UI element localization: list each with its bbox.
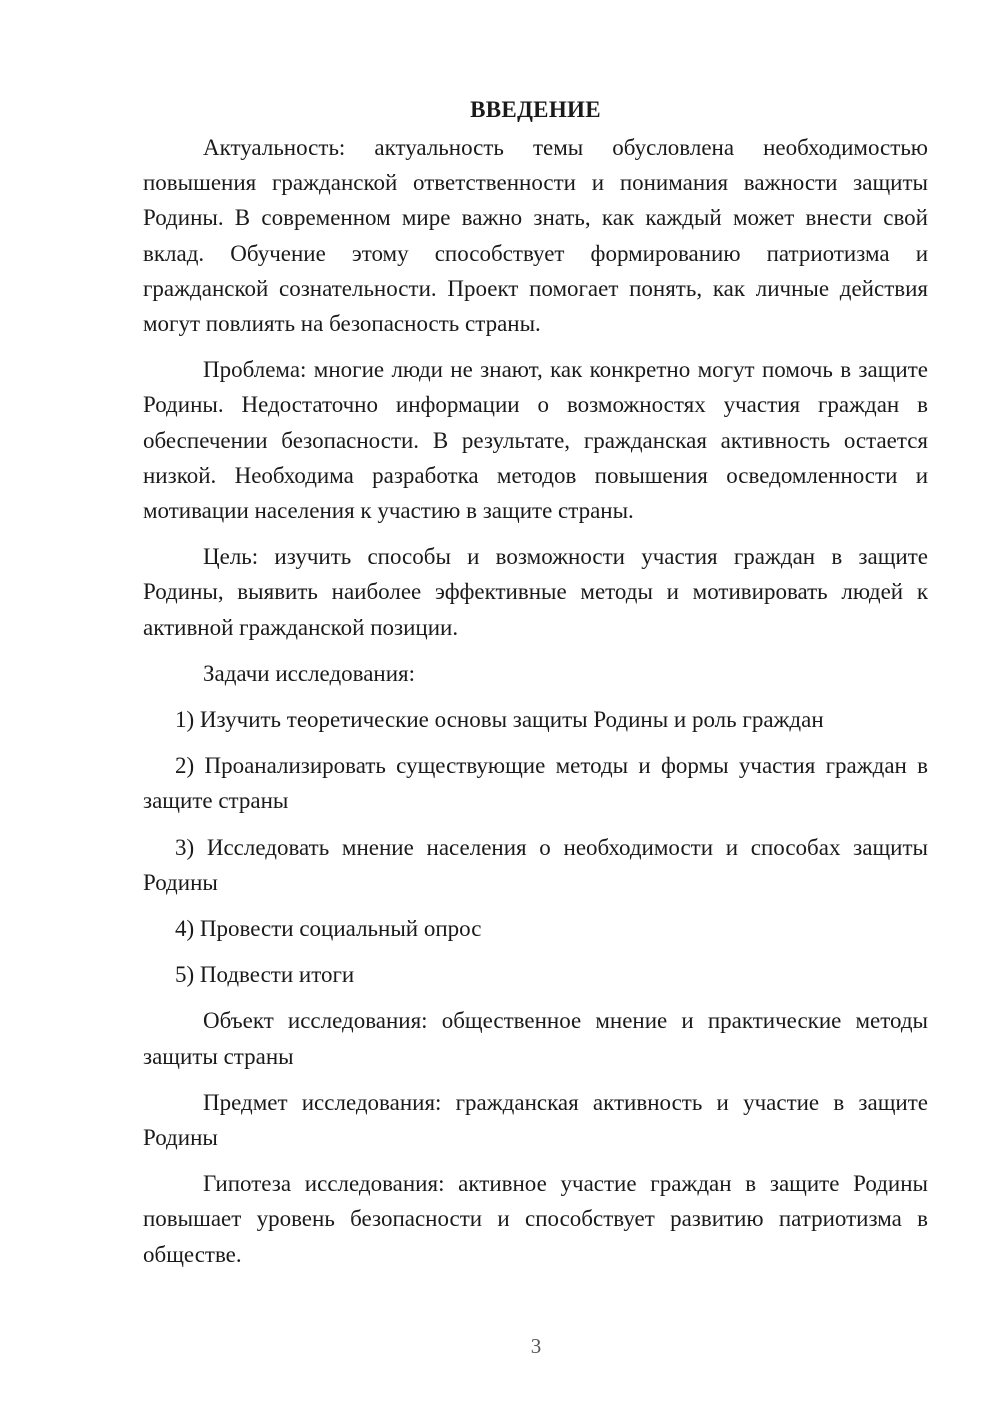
document-page: [143, 92, 928, 1283]
subject-paragraph: Предмет исследования: гражданская активность и участие в защите Родины: [143, 1089, 928, 1151]
tasks-title: Задачи исследования:: [203, 660, 416, 686]
object-paragraph: Объект исследования: общественное мнение и практические методы защиты страны: [143, 1008, 928, 1069]
task-item-1: 1) Изучить теоретические основы защиты Родины и роль граждан: [175, 707, 824, 733]
page-number: 3: [530, 1334, 542, 1358]
section-heading: ВВЕДЕНИЕ: [470, 97, 601, 122]
task-item-5: 5) Подвести итоги: [175, 962, 355, 988]
hypothesis-paragraph: Гипотеза исследования: активное участие граждан в защите Родины повышает уровень безопасности и способствует развитию патриотизма в обществе.: [143, 1171, 928, 1267]
goal-paragraph: Цель: изучить способы и возможности участия граждан в защите Родины, выявить наиболее эффективные методы и мотивировать людей к активной гражданской позиции.: [143, 544, 928, 640]
problem-paragraph: Проблема: многие люди не знают, как конкретно могут помочь в защите Родины. Недостаточно информации о возможностях участия граждан в обеспечении безопасности. В результате, гражданская активность остается низкой. Необходима разработка методов повышения осведомленности и мотивации населения к участию в защите страны.: [143, 357, 928, 524]
relevance-paragraph: Актуальность: актуальность темы обусловлена необходимостью повышения гражданской ответственности и понимания важности защиты Родины. В современном мире важно знать, как каждый может внести свой вклад. Обучение этому способствует формированию патриотизма и гражданской сознательности. Проект помогает понять, как личные действия могут повлиять на безопасность страны.: [143, 135, 928, 337]
task-item-2: 2) Проанализировать существующие методы и формы участия граждан в защите страны: [143, 753, 928, 814]
task-item-3: 3) Исследовать мнение населения о необходимости и способах защиты Родины: [143, 834, 928, 895]
task-item-4: 4) Провести социальный опрос: [175, 916, 482, 942]
